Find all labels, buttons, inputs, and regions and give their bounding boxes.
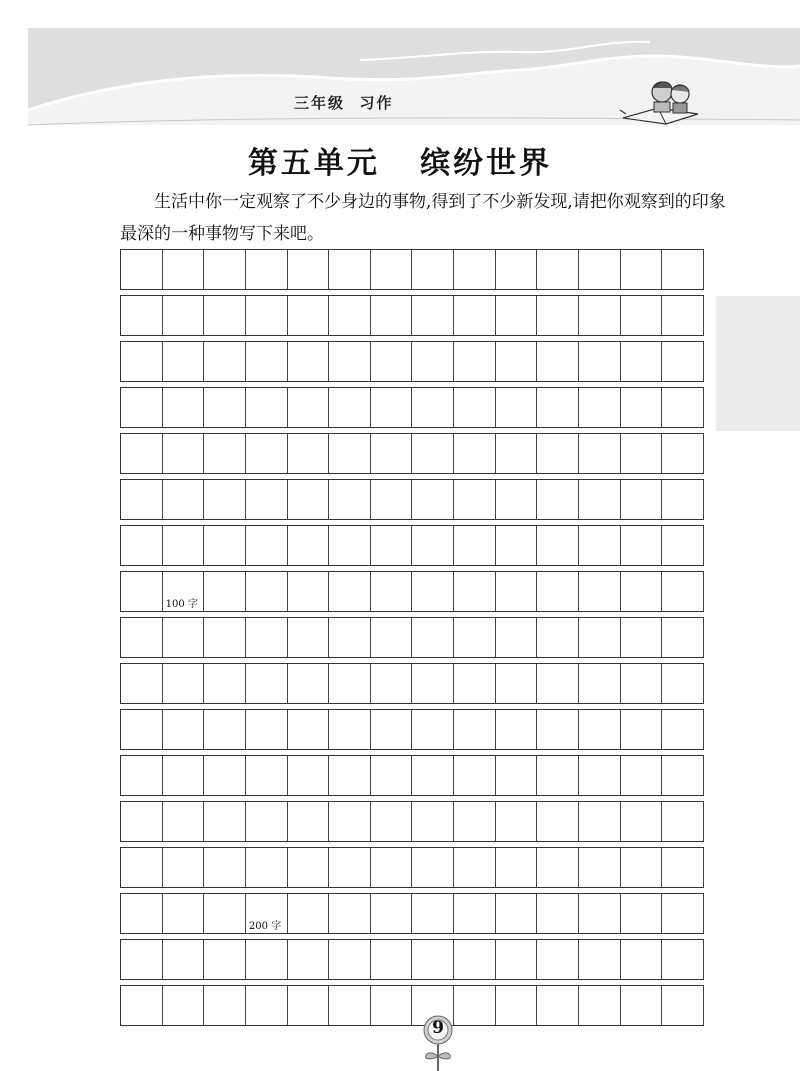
grid-cell[interactable] — [496, 664, 538, 703]
word-count-marker: 200 字 — [248, 921, 282, 932]
grid-cell[interactable] — [662, 756, 704, 795]
grid-cell[interactable] — [246, 986, 288, 1025]
grid-cell[interactable] — [579, 526, 621, 565]
grid-cell[interactable] — [537, 526, 579, 565]
page-title: 第五单元 缤纷世界 — [247, 146, 553, 181]
grid-cell[interactable] — [662, 802, 704, 841]
grid-cell[interactable] — [121, 250, 163, 289]
grid-cell[interactable] — [329, 296, 371, 335]
grid-cell[interactable] — [371, 940, 413, 979]
grid-cell[interactable] — [412, 296, 454, 335]
grid-cell[interactable] — [288, 756, 330, 795]
grid-cell[interactable] — [662, 572, 704, 611]
grid-cell[interactable] — [621, 342, 663, 381]
grid-cell[interactable] — [621, 250, 663, 289]
grid-cell[interactable] — [662, 480, 704, 519]
grid-cell[interactable] — [163, 342, 205, 381]
grid-cell[interactable] — [163, 848, 205, 887]
grid-cell[interactable] — [496, 296, 538, 335]
grid-cell[interactable] — [329, 618, 371, 657]
grid-cell[interactable] — [246, 342, 288, 381]
grid-cell[interactable] — [288, 664, 330, 703]
grid-cell[interactable] — [163, 664, 205, 703]
grid-cell[interactable] — [621, 618, 663, 657]
grid-cell[interactable] — [371, 296, 413, 335]
grid-cell[interactable] — [163, 802, 205, 841]
grid-cell[interactable] — [537, 480, 579, 519]
grid-cell[interactable] — [621, 480, 663, 519]
grid-cell[interactable] — [121, 664, 163, 703]
grid-cell[interactable] — [371, 250, 413, 289]
grid-cell[interactable] — [246, 848, 288, 887]
grid-cell[interactable] — [662, 710, 704, 749]
grid-cell[interactable] — [246, 664, 288, 703]
grid-cell[interactable] — [621, 986, 663, 1025]
grid-cell[interactable] — [204, 526, 246, 565]
grid-cell[interactable] — [288, 986, 330, 1025]
grid-row — [120, 709, 704, 750]
grid-cell[interactable] — [371, 572, 413, 611]
grid-cell[interactable] — [371, 434, 413, 473]
grid-cell[interactable] — [163, 756, 205, 795]
grid-cell[interactable] — [496, 848, 538, 887]
grid-cell[interactable] — [537, 664, 579, 703]
grid-cell[interactable] — [288, 480, 330, 519]
grid-cell[interactable] — [121, 802, 163, 841]
grade-subject-label: 三年级 习作 — [294, 94, 394, 112]
grid-cell[interactable] — [412, 434, 454, 473]
grid-cell[interactable] — [537, 434, 579, 473]
grid-cell[interactable] — [537, 250, 579, 289]
grid-cell[interactable] — [662, 894, 704, 933]
grid-cell[interactable] — [329, 664, 371, 703]
grid-cell[interactable] — [371, 986, 413, 1025]
grid-cell[interactable] — [537, 710, 579, 749]
grid-cell[interactable] — [246, 802, 288, 841]
grid-cell[interactable] — [246, 526, 288, 565]
grid-cell[interactable] — [496, 618, 538, 657]
grid-cell[interactable] — [496, 526, 538, 565]
grid-cell[interactable] — [496, 572, 538, 611]
grid-cell[interactable] — [329, 342, 371, 381]
grid-row — [120, 663, 704, 704]
grid-cell[interactable] — [579, 480, 621, 519]
grid-cell[interactable] — [246, 250, 288, 289]
grid-cell[interactable] — [662, 618, 704, 657]
grid-cell[interactable] — [121, 526, 163, 565]
grid-cell[interactable] — [329, 940, 371, 979]
grid-cell[interactable] — [454, 250, 496, 289]
grid-cell[interactable] — [371, 802, 413, 841]
grid-row — [120, 571, 704, 612]
grid-cell[interactable] — [246, 710, 288, 749]
grid-cell[interactable] — [121, 388, 163, 427]
grid-cell[interactable] — [329, 894, 371, 933]
page-number: 9 — [432, 1018, 444, 1038]
grid-cell[interactable] — [204, 802, 246, 841]
grid-cell[interactable] — [246, 618, 288, 657]
grid-cell[interactable] — [329, 848, 371, 887]
grid-cell[interactable] — [662, 434, 704, 473]
grid-cell[interactable] — [288, 710, 330, 749]
grid-cell[interactable] — [371, 342, 413, 381]
grid-cell[interactable] — [662, 526, 704, 565]
grid-cell[interactable] — [204, 664, 246, 703]
grid-cell[interactable] — [454, 434, 496, 473]
grid-cell[interactable] — [288, 296, 330, 335]
grid-cell[interactable] — [288, 342, 330, 381]
grid-cell[interactable] — [454, 710, 496, 749]
grid-cell[interactable] — [579, 756, 621, 795]
composition-grid — [120, 249, 704, 1026]
grid-cell[interactable] — [579, 572, 621, 611]
grid-cell[interactable] — [329, 250, 371, 289]
grid-cell[interactable] — [454, 296, 496, 335]
grid-cell[interactable] — [454, 940, 496, 979]
grid-cell[interactable] — [288, 618, 330, 657]
grid-cell[interactable] — [371, 756, 413, 795]
grid-cell[interactable] — [537, 296, 579, 335]
grid-cell[interactable] — [579, 986, 621, 1025]
grid-cell[interactable] — [204, 342, 246, 381]
grid-cell[interactable] — [204, 618, 246, 657]
writing-prompt: 生活中你一定观察了不少身边的事物,得到了不少新发现,请把你观察到的印象最深的一种事物写下来吧。 — [120, 192, 726, 244]
grid-cell[interactable] — [621, 940, 663, 979]
grid-cell[interactable] — [329, 434, 371, 473]
grid-cell[interactable] — [329, 756, 371, 795]
grid-row — [120, 249, 704, 290]
grid-cell[interactable] — [163, 526, 205, 565]
grid-cell[interactable] — [288, 572, 330, 611]
grid-cell[interactable] — [204, 756, 246, 795]
grid-cell[interactable] — [204, 434, 246, 473]
grid-cell[interactable] — [246, 480, 288, 519]
grid-cell[interactable] — [163, 434, 205, 473]
grid-cell[interactable] — [163, 250, 205, 289]
grid-cell[interactable] — [204, 848, 246, 887]
grid-cell[interactable] — [496, 342, 538, 381]
grid-row — [120, 847, 704, 888]
grid-cell[interactable] — [496, 756, 538, 795]
grid-cell[interactable] — [454, 572, 496, 611]
grid-cell[interactable] — [579, 664, 621, 703]
grid-cell[interactable] — [288, 940, 330, 979]
grid-cell[interactable] — [121, 342, 163, 381]
grid-row — [120, 893, 704, 934]
grid-row — [120, 939, 704, 980]
grid-cell[interactable] — [496, 388, 538, 427]
grid-cell[interactable] — [454, 480, 496, 519]
grid-cell[interactable] — [662, 940, 704, 979]
grid-cell[interactable] — [496, 940, 538, 979]
grid-cell[interactable] — [496, 434, 538, 473]
grid-cell[interactable] — [329, 986, 371, 1025]
grid-cell[interactable] — [579, 388, 621, 427]
grid-cell[interactable] — [412, 664, 454, 703]
grid-cell[interactable] — [288, 848, 330, 887]
grid-cell[interactable] — [121, 434, 163, 473]
grid-cell[interactable] — [412, 526, 454, 565]
grid-cell[interactable] — [371, 480, 413, 519]
grid-cell[interactable] — [412, 894, 454, 933]
grid-cell[interactable] — [454, 664, 496, 703]
grid-cell[interactable] — [412, 710, 454, 749]
grid-cell[interactable] — [579, 296, 621, 335]
grid-cell[interactable] — [662, 848, 704, 887]
grid-cell[interactable] — [412, 572, 454, 611]
grid-cell[interactable] — [621, 802, 663, 841]
grid-cell[interactable] — [579, 710, 621, 749]
grid-cell[interactable] — [579, 342, 621, 381]
grid-cell[interactable] — [662, 342, 704, 381]
grid-cell[interactable] — [204, 986, 246, 1025]
grid-cell[interactable] — [121, 618, 163, 657]
grid-cell[interactable] — [288, 388, 330, 427]
grid-cell[interactable] — [537, 986, 579, 1025]
word-count-marker: 100 字 — [165, 599, 198, 610]
grid-cell[interactable] — [288, 802, 330, 841]
grid-cell[interactable] — [621, 296, 663, 335]
grid-cell[interactable] — [412, 480, 454, 519]
grid-cell[interactable] — [454, 802, 496, 841]
grid-cell[interactable] — [412, 250, 454, 289]
grid-cell[interactable] — [454, 848, 496, 887]
grid-cell[interactable] — [371, 526, 413, 565]
grid-cell[interactable] — [371, 894, 413, 933]
grid-cell[interactable] — [163, 618, 205, 657]
grid-row — [120, 295, 704, 336]
grid-row — [120, 801, 704, 842]
grid-cell[interactable] — [454, 388, 496, 427]
grid-cell[interactable] — [579, 894, 621, 933]
grid-cell[interactable] — [496, 480, 538, 519]
grid-cell[interactable] — [537, 940, 579, 979]
grid-cell[interactable] — [329, 480, 371, 519]
grid-cell[interactable] — [412, 618, 454, 657]
grid-cell[interactable] — [454, 342, 496, 381]
grid-cell[interactable] — [537, 388, 579, 427]
grid-cell[interactable] — [621, 664, 663, 703]
grid-cell[interactable] — [496, 250, 538, 289]
grid-cell[interactable] — [288, 894, 330, 933]
grid-cell[interactable] — [496, 710, 538, 749]
grid-cell[interactable] — [288, 434, 330, 473]
grid-cell[interactable] — [621, 848, 663, 887]
grid-cell[interactable] — [121, 572, 163, 611]
grid-cell[interactable] — [621, 572, 663, 611]
grid-cell[interactable] — [329, 802, 371, 841]
grid-cell[interactable] — [163, 710, 205, 749]
grid-row — [120, 525, 704, 566]
grid-cell[interactable] — [662, 664, 704, 703]
grid-cell[interactable] — [121, 848, 163, 887]
grid-cell[interactable] — [371, 664, 413, 703]
grid-row — [120, 433, 704, 474]
grid-cell[interactable] — [163, 572, 205, 611]
grid-cell[interactable] — [662, 986, 704, 1025]
grid-row — [120, 341, 704, 382]
grid-cell[interactable] — [329, 572, 371, 611]
grid-cell[interactable] — [662, 296, 704, 335]
grid-cell[interactable] — [246, 296, 288, 335]
grid-cell[interactable] — [246, 756, 288, 795]
grid-cell[interactable] — [246, 894, 288, 933]
grid-cell[interactable] — [412, 848, 454, 887]
grid-cell[interactable] — [621, 388, 663, 427]
grid-cell[interactable] — [371, 710, 413, 749]
grid-cell[interactable] — [412, 756, 454, 795]
grid-cell[interactable] — [163, 480, 205, 519]
grid-cell[interactable] — [204, 296, 246, 335]
grid-cell[interactable] — [537, 756, 579, 795]
grid-cell[interactable] — [329, 526, 371, 565]
grid-cell[interactable] — [204, 480, 246, 519]
grid-cell[interactable] — [621, 434, 663, 473]
grid-cell[interactable] — [204, 940, 246, 979]
grid-cell[interactable] — [412, 342, 454, 381]
grid-cell[interactable] — [454, 526, 496, 565]
grid-cell[interactable] — [121, 710, 163, 749]
side-tab-strip — [716, 296, 800, 431]
grid-cell[interactable] — [412, 388, 454, 427]
grid-cell[interactable] — [621, 526, 663, 565]
grid-cell[interactable] — [537, 342, 579, 381]
grid-cell[interactable] — [537, 894, 579, 933]
grid-cell[interactable] — [163, 986, 205, 1025]
grid-cell[interactable] — [537, 848, 579, 887]
children-reading-illustration — [618, 78, 708, 128]
grid-cell[interactable] — [454, 894, 496, 933]
grid-cell[interactable] — [579, 434, 621, 473]
grid-cell[interactable] — [163, 940, 205, 979]
grid-cell[interactable] — [204, 710, 246, 749]
grid-row — [120, 755, 704, 796]
grid-cell[interactable] — [204, 572, 246, 611]
grid-cell[interactable] — [121, 894, 163, 933]
grid-row — [120, 387, 704, 428]
grid-cell[interactable] — [371, 848, 413, 887]
grid-cell[interactable] — [537, 572, 579, 611]
grid-cell[interactable] — [579, 618, 621, 657]
grid-cell[interactable] — [621, 894, 663, 933]
grid-row — [120, 479, 704, 520]
grid-cell[interactable] — [204, 388, 246, 427]
grid-cell[interactable] — [121, 986, 163, 1025]
grid-cell[interactable] — [621, 710, 663, 749]
grid-cell[interactable] — [288, 250, 330, 289]
grid-cell[interactable] — [579, 848, 621, 887]
grid-cell[interactable] — [121, 296, 163, 335]
grid-cell[interactable] — [121, 756, 163, 795]
grid-cell[interactable] — [246, 388, 288, 427]
grid-cell[interactable] — [496, 894, 538, 933]
grid-cell[interactable] — [537, 802, 579, 841]
grid-cell[interactable] — [579, 940, 621, 979]
grid-row — [120, 617, 704, 658]
grid-cell[interactable] — [163, 894, 205, 933]
grid-cell[interactable] — [579, 250, 621, 289]
grid-cell[interactable] — [662, 250, 704, 289]
grid-cell[interactable] — [496, 986, 538, 1025]
grid-cell[interactable] — [412, 802, 454, 841]
grid-cell[interactable] — [329, 388, 371, 427]
grid-cell[interactable] — [246, 940, 288, 979]
grid-cell[interactable] — [412, 940, 454, 979]
grid-cell[interactable] — [204, 894, 246, 933]
grid-cell[interactable] — [246, 434, 288, 473]
grid-cell[interactable] — [454, 756, 496, 795]
grid-cell[interactable] — [371, 618, 413, 657]
grid-cell[interactable] — [621, 756, 663, 795]
grid-cell[interactable] — [288, 526, 330, 565]
grid-cell[interactable] — [163, 388, 205, 427]
grid-cell[interactable] — [371, 388, 413, 427]
grid-cell[interactable] — [454, 618, 496, 657]
grid-cell[interactable] — [662, 388, 704, 427]
grid-cell[interactable] — [579, 802, 621, 841]
grid-cell[interactable] — [246, 572, 288, 611]
grid-cell[interactable] — [163, 296, 205, 335]
grid-cell[interactable] — [537, 618, 579, 657]
grid-cell[interactable] — [329, 710, 371, 749]
grid-cell[interactable] — [121, 940, 163, 979]
grid-cell[interactable] — [204, 250, 246, 289]
grid-cell[interactable] — [121, 480, 163, 519]
grid-cell[interactable] — [496, 802, 538, 841]
